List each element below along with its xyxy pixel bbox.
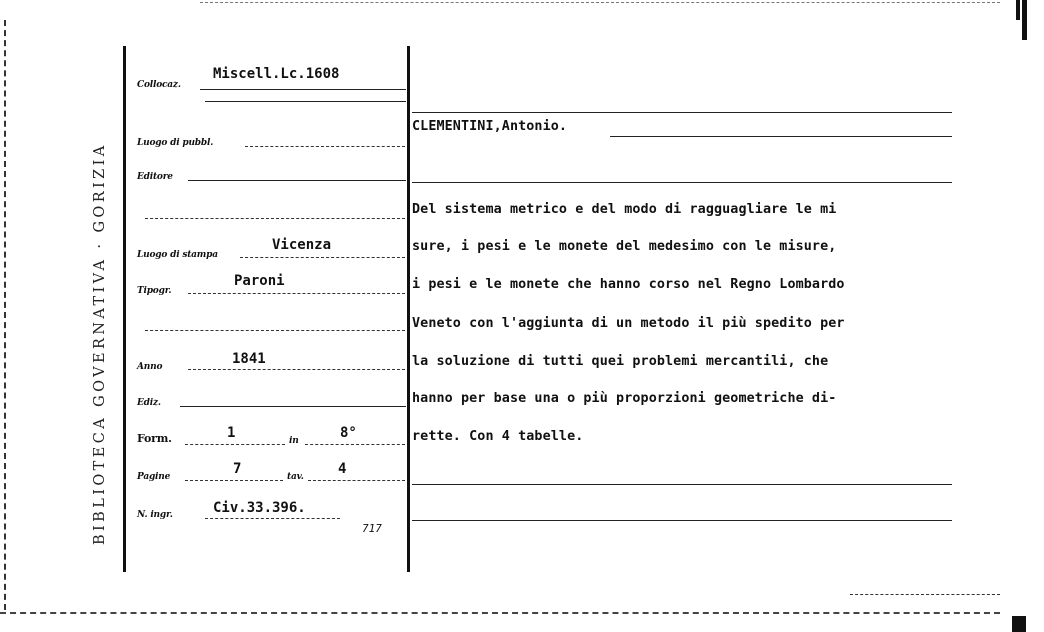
value-tipografia: Paroni [234, 273, 285, 289]
rule-right-2 [412, 182, 952, 183]
value-n-ingresso-note: 717 [362, 522, 382, 535]
label-anno: Anno [137, 362, 163, 372]
rule-tipografia [188, 293, 405, 294]
entry-line-5: la soluzione di tutti quei problemi mercantili, che [412, 354, 829, 369]
label-editore: Editore [137, 172, 173, 182]
rule-right-top [412, 112, 952, 113]
scan-edge-top [200, 2, 1000, 3]
value-n-ingresso: Civ.33.396. [213, 500, 306, 516]
value-pagine: 7 [233, 461, 242, 477]
label-luogo-pubbl: Luogo di pubbl. [137, 138, 214, 148]
rule-formato-in [305, 444, 405, 445]
entry-line-4: Veneto con l'aggiunta di un metodo il più spedito per [412, 316, 845, 331]
rule-right-bottom-3 [850, 594, 1000, 595]
rule-tavole [308, 480, 405, 481]
entry-author: CLEMENTINI,Antonio. [412, 119, 568, 134]
value-collocazione: Miscell.Lc.1608 [213, 66, 340, 82]
label-formato: Form. [137, 432, 172, 445]
rule-right-bottom-1 [412, 484, 952, 485]
entry-line-3: i pesi e le monete che hanno corso nel Regno Lombardo [412, 277, 845, 292]
left-vertical-rule [123, 46, 126, 572]
value-luogo-stampa: Vicenza [272, 237, 332, 253]
label-in: in [289, 436, 299, 446]
entry-line-1: Del sistema metrico e del modo di ragguagliare le mi [412, 202, 837, 217]
rule-collocazione-2 [205, 101, 406, 102]
scan-edge-bottom [0, 612, 1000, 614]
label-pagine: Pagine [137, 472, 171, 482]
label-n-ingresso: N. ingr. [137, 510, 173, 520]
label-tipografia: Tipogr. [137, 286, 172, 296]
rule-collocazione [200, 89, 406, 90]
rule-edizione [180, 406, 406, 407]
rule-luogo-stampa [240, 257, 405, 258]
corner-mark [1012, 616, 1026, 632]
rule-author [610, 136, 952, 137]
label-edizione: Ediz. [137, 398, 161, 408]
entry-line-7: rette. Con 4 tabelle. [412, 429, 584, 444]
entry-line-2: sure, i pesi e le monete del medesimo con le misure, [412, 239, 837, 254]
scan-edge-left [4, 20, 6, 610]
value-formato: 1 [227, 425, 236, 441]
value-anno: 1841 [232, 351, 266, 367]
rule-pagine [185, 480, 283, 481]
rule-n-ingresso [205, 518, 340, 519]
rule-formato [185, 444, 285, 445]
right-edge-mark [1016, 0, 1020, 20]
library-name-vertical: BIBLIOTECA GOVERNATIVA · GORIZIA [92, 142, 108, 545]
label-luogo-stampa: Luogo di stampa [137, 250, 218, 260]
rule-editore [188, 180, 406, 181]
value-tavole: 4 [338, 461, 347, 477]
label-tavole: tav. [287, 472, 304, 482]
rule-blank-2 [145, 330, 405, 331]
middle-vertical-rule [407, 46, 410, 572]
label-collocazione: Collocaz. [137, 80, 181, 90]
rule-luogo-pubbl [245, 146, 405, 147]
rule-blank-1 [145, 218, 405, 219]
value-formato-in: 8° [340, 425, 357, 441]
entry-line-6: hanno per base una o più proporzioni geometriche di- [412, 391, 837, 406]
right-edge-mark [1022, 0, 1027, 40]
rule-anno [188, 369, 405, 370]
rule-right-bottom-2 [412, 520, 952, 521]
